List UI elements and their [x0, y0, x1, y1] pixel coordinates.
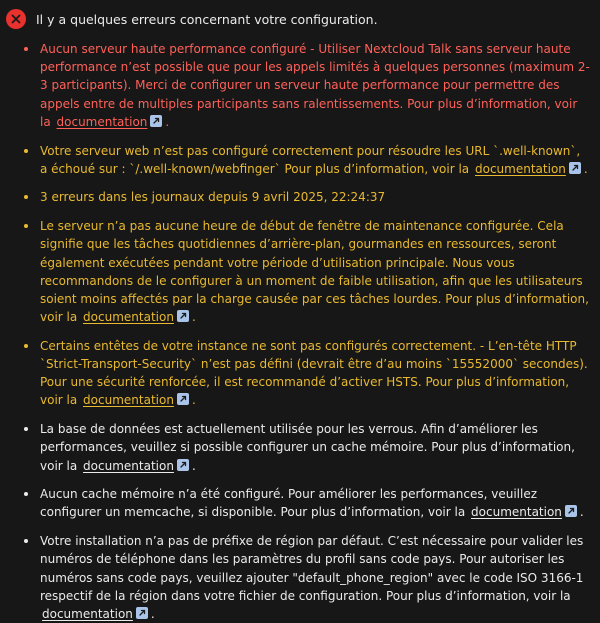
documentation-link[interactable] — [57, 115, 163, 129]
documentation-link-label: documentation — [56, 114, 148, 129]
issue-item — [24, 142, 590, 178]
documentation-link-label: documentation — [83, 458, 174, 473]
issue-text: Votre serveur web n’est pas configuré correctement pour résoudre les URL `.well-known`, a échoué sur : `/.well-known/webfinger` Pour plus d’information, voir la — [40, 143, 581, 176]
issue-text: Aucun cache mémoire n’a été configuré. Pour améliorer les performances, veuillez configurer un memcache, si disponible. Pour plus d’information, voir la — [40, 487, 538, 520]
external-link-icon — [150, 115, 162, 127]
issue-item — [24, 420, 590, 475]
documentation-link[interactable] — [83, 393, 189, 407]
issue-suffix: . — [579, 505, 584, 520]
external-link-icon — [136, 607, 148, 619]
issue-item — [24, 40, 590, 131]
issue-text: La base de données est actuellement utilisée pour les verrous. Afin d’améliorer les performances, veuillez si possible configurer un cache mémoire. Pour plus d’information, voir la — [40, 422, 575, 473]
documentation-link[interactable] — [83, 310, 189, 324]
documentation-link-label: documentation — [83, 310, 174, 325]
documentation-link[interactable] — [42, 607, 148, 621]
issue-list — [6, 40, 590, 623]
issue-suffix: . — [191, 393, 196, 408]
external-link-icon — [177, 310, 189, 322]
issue-item — [24, 217, 590, 326]
documentation-link[interactable] — [471, 505, 577, 519]
documentation-link[interactable] — [83, 459, 189, 473]
issue-suffix: . — [191, 310, 196, 325]
issue-text: Le serveur n’a pas aucune heure de début de fenêtre de maintenance configurée. Cela signifie que les tâches quotidiennes d’arrière-plan, gourmandes en ressources, seront également exécutées pendant votre période d’utilisation principale. Nous vous recommandons de le configurer à un moment de faible utilisation, afin que les utilisateurs soient moins affectés par la charge causée par ces tâches lourdes. Pour plus d’information, voir la — [40, 219, 589, 325]
issue-text: 3 erreurs dans les journaux depuis 9 avril 2025, 22:24:37 — [40, 190, 386, 205]
issue-item — [24, 188, 590, 206]
issue-suffix: . — [191, 458, 196, 473]
external-link-icon — [177, 393, 189, 405]
issue-text: Certains entêtes de votre instance ne sont pas configurés correctement. - L’en-tête HTTP `Strict-Transport-Security` n’est pas défini (devrait être d’au moins `15552000` secondes). Pour une sécurité renforcée, il est recommandé d’activer HSTS. Pour plus d’information, voir la — [40, 338, 588, 408]
issue-text: Aucun serveur haute performance configuré - Utiliser Nextcloud Talk sans serveur haute performance n’est possible que pour les appels limités à quelques personnes (maximum 2-3 participants). Merci de configurer un serveur haute performance pour permettre des appels entre de multiples participants sans ralentissements. Pour plus d’information, voir la — [40, 42, 590, 129]
error-circle-icon — [6, 9, 26, 29]
issue-suffix: . — [150, 606, 155, 621]
issue-item — [24, 485, 590, 521]
external-link-icon — [569, 162, 581, 174]
issue-suffix: . — [583, 161, 588, 176]
documentation-link[interactable] — [475, 162, 581, 176]
documentation-link-label: documentation — [471, 505, 562, 520]
external-link-icon — [565, 505, 577, 517]
external-link-icon — [177, 459, 189, 471]
issue-item — [24, 337, 590, 410]
documentation-link-label: documentation — [42, 606, 133, 621]
issue-suffix: . — [165, 114, 170, 129]
documentation-link-label: documentation — [83, 393, 174, 408]
issue-item — [24, 532, 590, 623]
documentation-link-label: documentation — [475, 161, 566, 176]
warnings-title: Il y a quelques erreurs concernant votre configuration. — [36, 11, 378, 27]
warnings-header — [6, 8, 590, 30]
issue-text: Votre installation n’a pas de préfixe de région par défaut. C’est nécessaire pour valider les numéros de téléphone dans les paramètres du profil sans code pays. Pour autoriser les numéros sans code pays, veuillez ajouter "default_phone_region" avec le code ISO 3166-1 respectif de la région dans votre fichier de configuration. Pour plus d’information, voir la — [40, 534, 584, 603]
